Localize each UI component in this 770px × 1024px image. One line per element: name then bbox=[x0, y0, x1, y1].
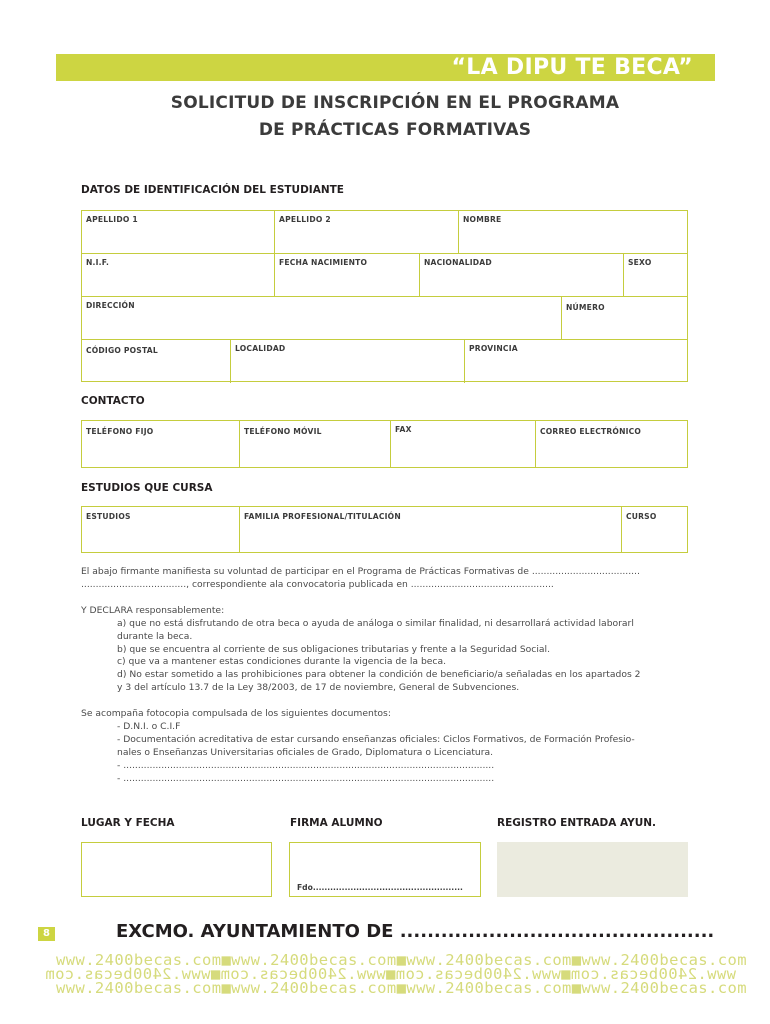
id-row-1 bbox=[82, 211, 687, 253]
estudios-label: ESTUDIOS bbox=[86, 512, 131, 521]
familia-field[interactable] bbox=[239, 507, 621, 552]
section-estudios: ESTUDIOS QUE CURSA bbox=[81, 482, 213, 494]
header-banner bbox=[56, 54, 715, 81]
studies-row bbox=[82, 507, 687, 552]
banner-text: “LA DIPU TE BECA” bbox=[451, 55, 693, 80]
declaration-intro-1: El abajo firmante manifiesta su voluntad de participar en el Programa de Prácticas Formativas de ..................................... bbox=[81, 566, 640, 577]
id-grid bbox=[81, 210, 688, 382]
familia-label: FAMILIA PROFESIONAL/TITULACIÓN bbox=[244, 512, 401, 521]
documents-item-4: - ............................................................................................................................... bbox=[117, 772, 495, 784]
watermark-line-3: www.2400becas.com■www.2400becas.com■www.2400becas.com■www.2400becas.com bbox=[56, 979, 747, 997]
lugar-fecha-box[interactable] bbox=[81, 842, 272, 897]
declaration-d1: d) No estar sometido a las prohibiciones para obtener la condición de beneficiario/a señaladas en los apartados 2 bbox=[117, 669, 641, 681]
direccion-field[interactable] bbox=[82, 297, 561, 340]
localidad-field[interactable] bbox=[230, 340, 464, 383]
nif-field[interactable] bbox=[82, 254, 274, 297]
apellido1-label: APELLIDO 1 bbox=[86, 215, 138, 224]
declaration-c: c) que va a mantener estas condiciones durante la vigencia de la beca. bbox=[117, 656, 447, 668]
fax-label: FAX bbox=[395, 425, 412, 434]
registro-label: REGISTRO ENTRADA AYUN. bbox=[497, 817, 657, 829]
declaration-a2: durante la beca. bbox=[117, 630, 193, 642]
declaration-block bbox=[81, 566, 688, 786]
telefono-movil-field[interactable] bbox=[239, 421, 390, 467]
nacionalidad-field[interactable] bbox=[419, 254, 623, 297]
correo-label: CORREO ELECTRÓNICO bbox=[540, 427, 642, 436]
fecha-nacimiento-label: FECHA NACIMIENTO bbox=[279, 258, 368, 267]
declaration-b: b) que se encuentra al corriente de sus obligaciones tributarias y frente a la Seguridad Social. bbox=[117, 643, 551, 655]
correo-field[interactable] bbox=[535, 421, 687, 467]
apellido1-field[interactable] bbox=[82, 211, 274, 253]
apellido2-label: APELLIDO 2 bbox=[279, 215, 331, 224]
watermark-line-1: www.2400becas.com■www.2400becas.com■www.2400becas.com■www.2400becas.com bbox=[56, 951, 747, 969]
codigo-postal-label: CÓDIGO POSTAL bbox=[86, 346, 158, 355]
declaration-heading: Y DECLARA responsablemente: bbox=[81, 604, 225, 616]
estudios-field[interactable] bbox=[82, 507, 239, 552]
telefono-fijo-label: TELÉFONO FIJO bbox=[86, 427, 154, 436]
localidad-label: LOCALIDAD bbox=[235, 344, 286, 353]
watermark-line-2: www.2400becas.com■www.2400becas.com■www.2400becas.com■www.2400becas.com bbox=[45, 965, 736, 983]
lugar-fecha-label: LUGAR Y FECHA bbox=[81, 817, 175, 829]
fecha-nacimiento-field[interactable] bbox=[274, 254, 419, 297]
contact-row bbox=[82, 421, 687, 467]
codigo-postal-field[interactable] bbox=[82, 340, 230, 383]
sexo-field[interactable] bbox=[623, 254, 687, 297]
declaration-d2: y 3 del artículo 13.7 de la Ley 38/2003, de 17 de noviembre, General de Subvenciones. bbox=[117, 682, 520, 694]
documents-item-2a: - Documentación acreditativa de estar cursando enseñanzas oficiales: Ciclos Formativos, de Formación Profesio- bbox=[117, 733, 635, 745]
provincia-field[interactable] bbox=[464, 340, 687, 383]
nombre-label: NOMBRE bbox=[463, 215, 502, 224]
contact-grid bbox=[81, 420, 688, 468]
studies-grid bbox=[81, 506, 688, 553]
registro-box bbox=[497, 842, 688, 897]
telefono-fijo-field[interactable] bbox=[82, 421, 239, 467]
page-title-line1: SOLICITUD DE INSCRIPCIÓN EN EL PROGRAMA bbox=[170, 93, 620, 113]
numero-label: NÚMERO bbox=[566, 303, 605, 312]
page-title-line2: DE PRÁCTICAS FORMATIVAS bbox=[258, 120, 532, 140]
section-identificacion: DATOS DE IDENTIFICACIÓN DEL ESTUDIANTE bbox=[81, 184, 344, 196]
provincia-label: PROVINCIA bbox=[469, 344, 518, 353]
section-contacto: CONTACTO bbox=[81, 395, 145, 407]
apellido2-field[interactable] bbox=[274, 211, 458, 253]
page-number: 8 bbox=[38, 927, 55, 941]
id-row-4 bbox=[82, 339, 687, 383]
firma-alumno-box[interactable] bbox=[289, 842, 481, 897]
declaration-a1: a) que no está disfrutando de otra beca o ayuda de análoga o similar finalidad, ni desarrollará actividad laborarl bbox=[117, 617, 634, 629]
numero-field[interactable] bbox=[561, 297, 687, 340]
nacionalidad-label: NACIONALIDAD bbox=[424, 258, 492, 267]
firma-alumno-label: FIRMA ALUMNO bbox=[290, 817, 383, 829]
footer-title: EXCMO. AYUNTAMIENTO DE .............................................. bbox=[116, 921, 715, 942]
curso-label: CURSO bbox=[626, 512, 657, 521]
curso-field[interactable] bbox=[621, 507, 687, 552]
documents-item-2b: nales o Enseñanzas Universitarias oficiales de Grado, Diplomatura o Licenciatura. bbox=[117, 746, 494, 758]
fax-field[interactable] bbox=[390, 421, 535, 467]
id-row-2 bbox=[82, 253, 687, 297]
nombre-field[interactable] bbox=[458, 211, 687, 253]
id-row-3 bbox=[82, 296, 687, 340]
declaration-intro-2: ...................................., correspondiente ala convocatoria publicada en ................................................. bbox=[81, 578, 554, 590]
direccion-label: DIRECCIÓN bbox=[86, 301, 135, 310]
documents-intro: Se acompaña fotocopia compulsada de los siguientes documentos: bbox=[81, 708, 391, 720]
fdo-line: Fdo.................................................... bbox=[297, 883, 463, 892]
sexo-label: SEXO bbox=[628, 258, 652, 267]
documents-item-3: - ............................................................................................................................... bbox=[117, 759, 495, 771]
documents-item-1: - D.N.I. o C.I.F bbox=[117, 721, 181, 733]
telefono-movil-label: TELÉFONO MÓVIL bbox=[244, 427, 322, 436]
nif-label: N.I.F. bbox=[86, 258, 110, 267]
